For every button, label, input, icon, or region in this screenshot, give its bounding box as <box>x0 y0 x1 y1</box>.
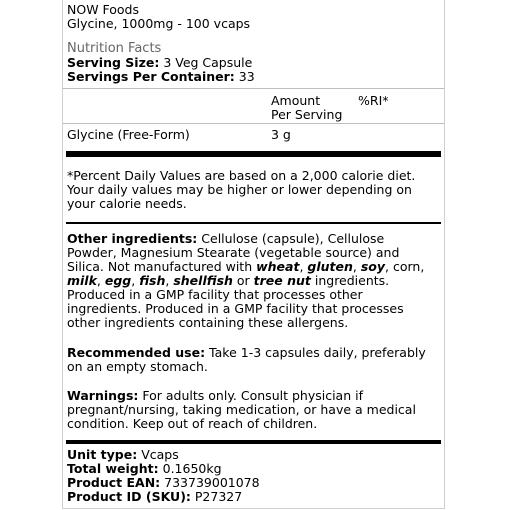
unit-type-value: Vcaps <box>137 447 179 462</box>
divider <box>63 88 444 89</box>
recommended-label: Recommended use: <box>67 345 206 360</box>
servings-per-container <box>67 70 255 84</box>
thick-divider <box>66 151 441 157</box>
warnings-text: pregnant/nursing, taking medication, or have a medical <box>67 402 416 417</box>
product-id-label: Product ID (SKU): <box>67 489 191 504</box>
ingredients-text: Powder, Magnesium Stearate (vegetable source) and <box>67 245 400 260</box>
row-glycine-amount: 3 g <box>271 127 291 142</box>
allergen-fish: fish <box>139 273 166 288</box>
note-line: *Percent Daily Values are based on a 2,000 calorie diet. <box>67 168 416 183</box>
thick-divider <box>66 440 441 444</box>
recommended-text: Take 1-3 capsules daily, preferably <box>205 345 426 360</box>
product-id-value: P27327 <box>190 489 243 504</box>
divider <box>66 222 441 224</box>
ingredients-text: , <box>165 273 174 288</box>
ingredients-text: , <box>352 259 361 274</box>
ingredients-text: , <box>131 273 140 288</box>
ingredients-label: Other ingredients: <box>67 231 198 246</box>
total-weight-label: Total weight: <box>67 461 159 476</box>
product-name: Glycine, 1000mg - 100 vcaps <box>67 16 251 31</box>
warnings-label: Warnings: <box>67 388 139 403</box>
warnings <box>67 389 440 431</box>
brand-name: NOW Foods <box>67 2 140 17</box>
product-details <box>67 448 440 504</box>
serving-size-value: 3 Veg Capsule <box>163 55 253 70</box>
nutrition-facts-title: Nutrition Facts <box>67 41 162 56</box>
recommended-use <box>67 346 440 374</box>
allergen-gluten: gluten <box>307 259 353 274</box>
divider <box>63 123 444 124</box>
allergen-egg: egg <box>104 273 132 288</box>
ingredients-text: , <box>96 273 105 288</box>
row-glycine-name: Glycine (Free-Form) <box>67 127 190 142</box>
daily-values-note <box>67 169 440 211</box>
ingredients-text: Produced in a GMP facility that processes other <box>67 287 363 302</box>
header-ri: %RI* <box>358 93 389 108</box>
servings-value: 33 <box>238 69 255 84</box>
other-ingredients <box>67 232 440 330</box>
allergen-wheat: wheat <box>256 259 300 274</box>
ingredients-text: other ingredients containing these allergens. <box>67 315 349 330</box>
supplement-facts-panel <box>62 0 445 509</box>
serving-size <box>67 56 252 70</box>
allergen-milk: milk <box>67 273 97 288</box>
note-line: Your daily values may be higher or lower depending on <box>67 182 412 197</box>
product-ean-value: 733739001078 <box>160 475 260 490</box>
ingredients-text: , corn, <box>385 259 425 274</box>
ingredients-text: , <box>299 259 308 274</box>
ingredients-text: or <box>232 273 254 288</box>
unit-type-label: Unit type: <box>67 447 138 462</box>
warnings-text: For adults only. Consult physician if <box>138 388 363 403</box>
serving-size-label: Serving Size: <box>67 55 160 70</box>
total-weight-value: 0.1650kg <box>158 461 222 476</box>
allergen-soy: soy <box>360 259 386 274</box>
allergen-shellfish: shellfish <box>173 273 233 288</box>
header-amount: Amount <box>271 93 321 108</box>
recommended-text: on an empty stomach. <box>67 359 208 374</box>
servings-label: Servings Per Container: <box>67 69 235 84</box>
ingredients-text: ingredients. <box>310 273 390 288</box>
warnings-text: condition. Keep out of reach of children. <box>67 416 318 431</box>
note-line: your calorie needs. <box>67 196 187 211</box>
ingredients-text: Cellulose (capsule), Cellulose <box>197 231 385 246</box>
product-ean-label: Product EAN: <box>67 475 161 490</box>
header-per-serving: Per Serving <box>271 107 343 122</box>
allergen-tree-nut: tree nut <box>253 273 311 288</box>
ingredients-text: ingredients. Produced in a GMP facility that processes <box>67 301 404 316</box>
ingredients-text: Silica. Not manufactured with <box>67 259 257 274</box>
